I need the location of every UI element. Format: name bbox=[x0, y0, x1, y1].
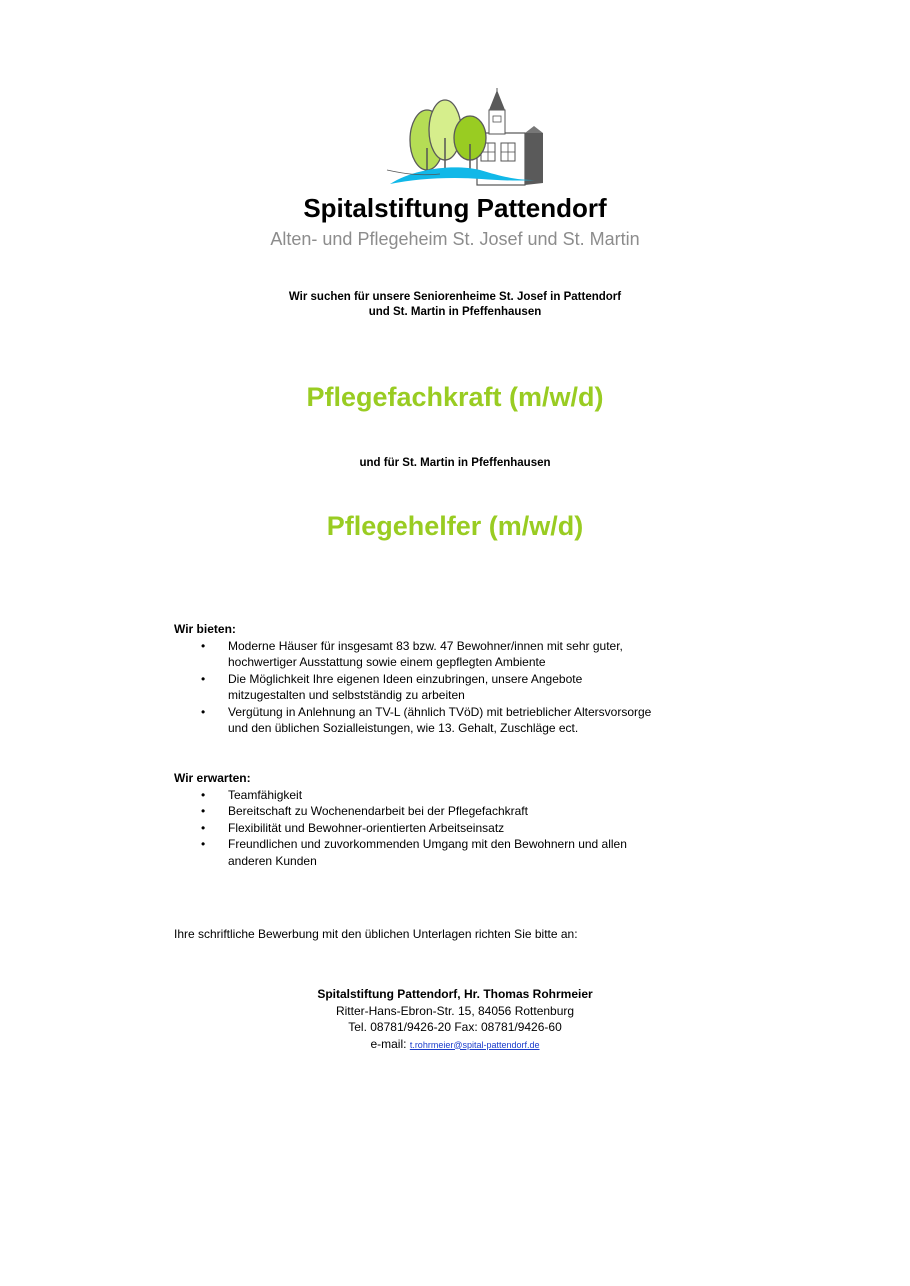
intro-line-1: Wir suchen für unsere Seniorenheime St. Josef in Pattendorf bbox=[288, 291, 622, 303]
list-item-line: und den üblichen Sozialleistungen, wie 13. Gehalt, Zuschläge ect. bbox=[228, 721, 579, 735]
list-item-line: • Teamfähigkeit bbox=[228, 787, 303, 802]
offer-heading: Wir bieten: bbox=[174, 622, 236, 636]
list-item-line: • Moderne Häuser für insgesamt 83 bzw. 47 Bewohner/innen mit sehr guter, bbox=[228, 638, 623, 653]
list-item-line: hochwertiger Ausstattung sowie einem gepflegten Ambiente bbox=[228, 655, 546, 669]
expect-list bbox=[174, 787, 754, 870]
list-item-line: mitzugestalten und selbstständig zu arbeiten bbox=[228, 688, 465, 702]
list-item bbox=[174, 836, 754, 869]
list-item-line: • Flexibilität und Bewohner-orientierten Arbeitseinsatz bbox=[228, 820, 505, 835]
list-item bbox=[174, 787, 754, 804]
list-item bbox=[174, 803, 754, 820]
organization-subtitle: Alten- und Pflegeheim St. Josef und St. Martin bbox=[270, 229, 640, 249]
middle-text: und für St. Martin in Pfeffenhausen bbox=[359, 457, 551, 469]
list-item-line: • Vergütung in Anlehnung an TV-L (ähnlich TVöD) mit betrieblicher Altersvorsorge bbox=[228, 704, 652, 719]
job-title-helper: Pflegehelfer (m/w/d) bbox=[326, 511, 584, 541]
expect-heading: Wir erwarten: bbox=[174, 771, 251, 785]
organization-logo bbox=[385, 88, 550, 188]
organization-name: Spitalstiftung Pattendorf bbox=[303, 193, 607, 223]
offer-section bbox=[174, 621, 754, 737]
offer-list bbox=[174, 638, 754, 737]
list-item-line: • Die Möglichkeit Ihre eigenen Ideen einzubringen, unsere Angebote bbox=[228, 671, 583, 686]
list-item bbox=[174, 638, 754, 671]
contact-email-row bbox=[0, 1036, 910, 1054]
contact-block bbox=[0, 986, 910, 1053]
intro-text bbox=[0, 290, 910, 320]
expect-section bbox=[174, 770, 754, 869]
application-text: Ihre schriftliche Bewerbung mit den üblichen Unterlagen richten Sie bitte an: bbox=[174, 927, 578, 941]
email-link[interactable]: t.rohrmeier@spital-pattendorf.de bbox=[409, 1039, 540, 1050]
contact-phone: Tel. 08781/9426-20 Fax: 08781/9426-60 bbox=[348, 1020, 562, 1034]
job-title-nurse: Pflegefachkraft (m/w/d) bbox=[306, 382, 604, 412]
list-item bbox=[174, 704, 754, 737]
list-item bbox=[174, 820, 754, 837]
intro-line-2: und St. Martin in Pfeffenhausen bbox=[368, 306, 542, 318]
list-item bbox=[174, 671, 754, 704]
contact-name: Spitalstiftung Pattendorf, Hr. Thomas Rohrmeier bbox=[317, 987, 593, 1001]
list-item-line: anderen Kunden bbox=[228, 853, 317, 868]
list-item-line: • Freundlichen und zuvorkommenden Umgang mit den Bewohnern und allen bbox=[228, 837, 627, 851]
email-label: e-mail: bbox=[370, 1036, 410, 1051]
contact-address: Ritter-Hans-Ebron-Str. 15, 84056 Rottenburg bbox=[335, 1003, 575, 1018]
list-item-line: • Bereitschaft zu Wochenendarbeit bei der Pflegefachkraft bbox=[228, 804, 528, 818]
